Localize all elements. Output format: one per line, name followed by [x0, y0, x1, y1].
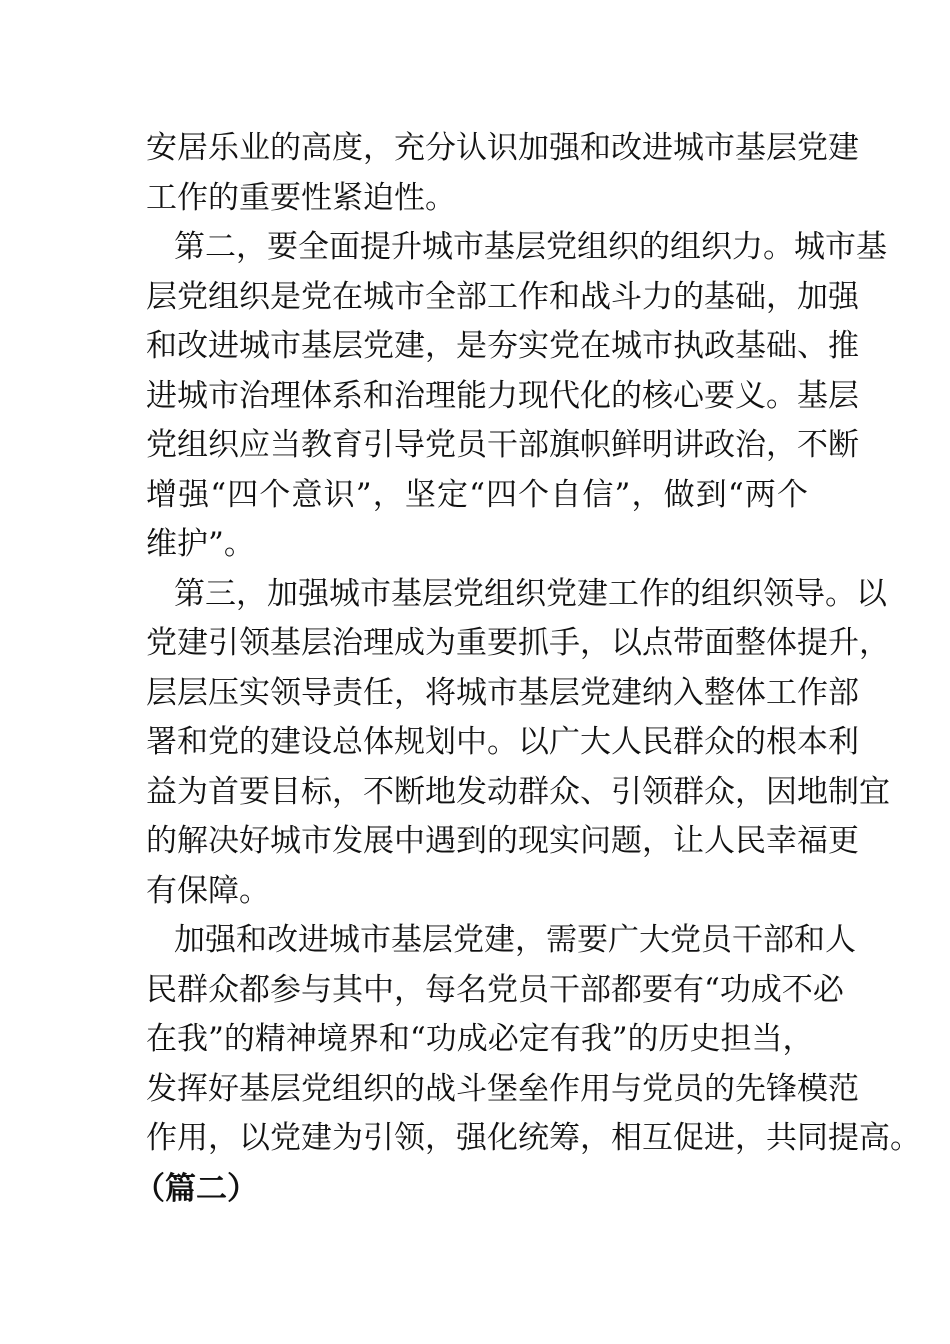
text-line: 层党组织是党在城市全部工作和战斗力的基础，加强 — [146, 278, 859, 315]
text-line: 安居乐业的高度，充分认识加强和改进城市基层党建 — [146, 130, 859, 166]
text-line: 在我”的精神境界和“功成必定有我”的历史担当， — [146, 1021, 814, 1057]
text-line: 的解决好城市发展中遇到的现实问题，让人民幸福更 — [146, 823, 859, 859]
text-line: 工作的重要性紧迫性。 — [146, 179, 456, 216]
text-line: 第二，要全面提升城市基层党组织的组织力。城市基 — [174, 229, 887, 265]
text-line: 和改进城市基层党建，是夯实党在城市执政基础、推 — [146, 328, 859, 364]
text-line: 维护”。 — [146, 526, 255, 562]
text-line: 益为首要目标，不断地发动群众、引领群众，因地制宜 — [146, 773, 890, 810]
text-line: 党建引领基层治理成为重要抓手，以点带面整体提升， — [146, 625, 890, 661]
text-line: 层层压实领导责任，将城市基层党建纳入整体工作部 — [146, 674, 859, 711]
text-line: 民群众都参与其中，每名党员干部都要有“功成不必 — [146, 971, 844, 1008]
text-line: 加强和改进城市基层党建，需要广大党员干部和人 — [174, 922, 856, 958]
text-line: 党组织应当教育引导党员干部旗帜鲜明讲政治，不断 — [146, 427, 859, 463]
text-line: 有保障。 — [146, 872, 270, 909]
text-line: 署和党的建设总体规划中。以广大人民群众的根本利 — [146, 724, 859, 760]
section-title: （篇二） — [134, 1171, 258, 1207]
text-line: 进城市治理体系和治理能力现代化的核心要义。基层 — [146, 377, 859, 414]
text-line: 第三，加强城市基层党组织党建工作的组织领导。以 — [174, 575, 887, 612]
text-line: 发挥好基层党组织的战斗堡垒作用与党员的先锋模范 — [146, 1070, 859, 1107]
document-body — [146, 124, 921, 1164]
text-line: 作用，以党建为引领，强化统筹，相互促进，共同提高。 — [146, 1120, 921, 1156]
text-line: 增强“四个意识”，坚定“四个自信”，做到“两个 — [146, 476, 808, 513]
